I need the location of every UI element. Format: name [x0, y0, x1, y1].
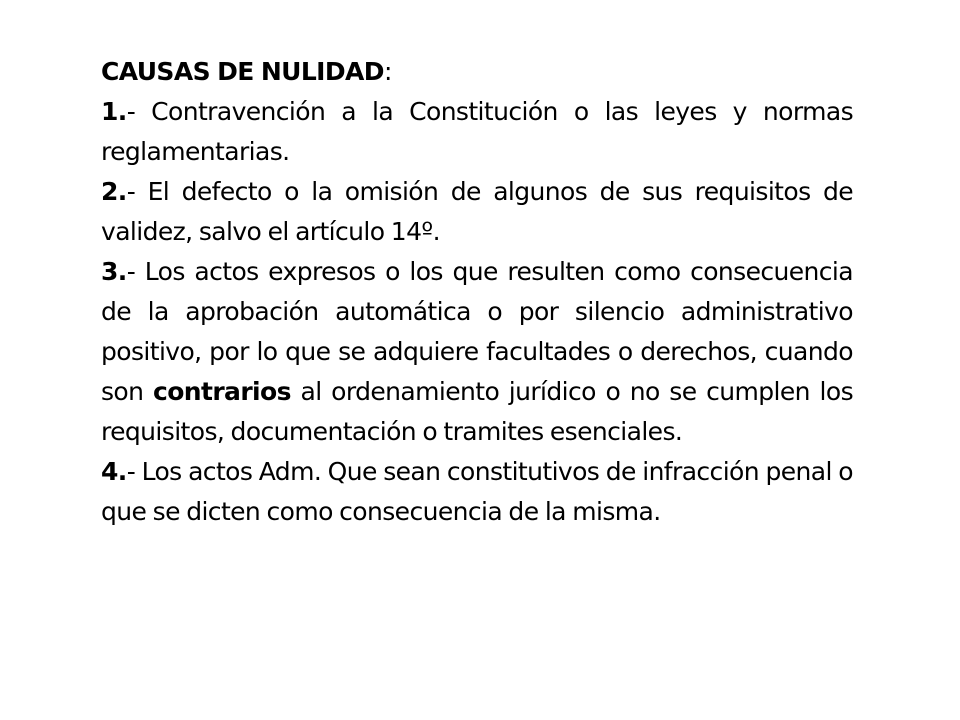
item-text: - Contravención a la Constitución o las leyes y normas reglamentarias. [101, 97, 853, 166]
heading-title: CAUSAS DE NULIDAD [101, 57, 384, 86]
item-text-before: - Los actos expresos o los que resulten como consecuencia de la aprobación automática o por silencio administrativo positivo, por lo que se adquiere facultades o derechos, cuando son [101, 257, 853, 406]
item-number: 1. [101, 97, 127, 126]
list-item-4 [101, 452, 853, 532]
item-text: - Los actos Adm. Que sean constitutivos de infracción penal o que se dicten como consecuencia de la misma. [101, 457, 853, 526]
heading [101, 52, 853, 92]
list-item-2 [101, 172, 853, 252]
list-item-1 [101, 92, 853, 172]
item-number: 3. [101, 257, 127, 286]
list-item-3 [101, 252, 853, 452]
item-text-after: al ordenamiento jurídico o no se cumplen los requisitos, documentación o tramites esenciales. [101, 377, 853, 446]
item-number: 4. [101, 457, 127, 486]
emphasis-word: contrarios [152, 377, 291, 406]
item-text: - El defecto o la omisión de algunos de sus requisitos de validez, salvo el artículo 14º. [101, 177, 853, 246]
slide-body [101, 52, 853, 532]
item-number: 2. [101, 177, 127, 206]
heading-colon: : [383, 57, 392, 86]
